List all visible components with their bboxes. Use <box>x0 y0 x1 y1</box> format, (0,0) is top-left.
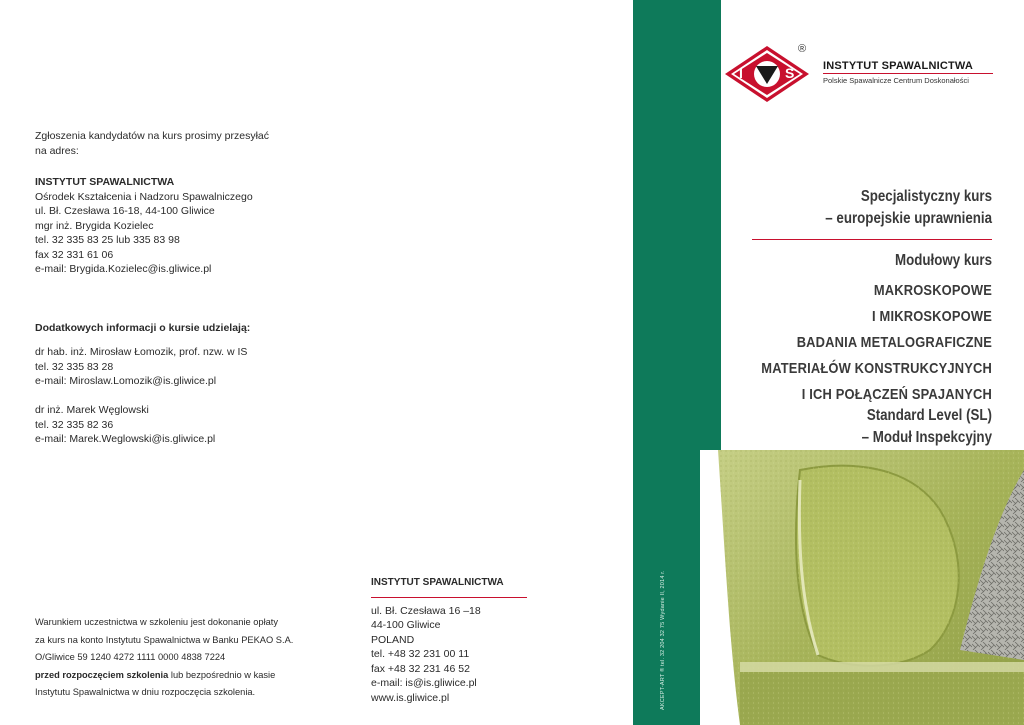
person-phone: tel. 32 335 83 28 <box>35 360 114 373</box>
payment-line: za kurs na konto Instytutu Spawalnictwa w Banku PEKAO S.A. <box>35 634 294 645</box>
payment-conditions <box>35 614 335 702</box>
info-person-lomozik <box>35 345 335 389</box>
application-intro <box>35 129 335 158</box>
footer-email-link[interactable]: e-mail: is@is.gliwice.pl <box>371 677 477 689</box>
subtitle-line-2: – europejskie uprawnienia <box>825 210 992 227</box>
micrograph-illustration <box>700 450 1024 725</box>
contact-email-link[interactable]: e-mail: Brygida.Kozielec@is.gliwice.pl <box>35 263 212 275</box>
footer-line: tel. +48 32 231 00 11 <box>371 648 470 660</box>
footer-divider <box>371 597 527 598</box>
footer-line: ul. Bł. Czesława 16 –18 <box>371 604 481 617</box>
payment-line <box>35 667 335 685</box>
topic-line: MAKROSKOPOWE <box>873 282 992 299</box>
person-name: dr hab. inż. Mirosław Łomozik, prof. nzw. w IS <box>35 346 248 358</box>
logo-name: INSTYTUT SPAWALNICTWA <box>823 60 974 72</box>
person-email-link[interactable]: e-mail: Miroslaw.Lomozik@is.gliwice.pl <box>35 375 217 387</box>
org-name: INSTYTUT SPAWALNICTWA <box>35 176 175 188</box>
footer-website-link[interactable]: www.is.gliwice.pl <box>371 691 450 704</box>
topic-line: I ICH POŁĄCZEŃ SPAJANYCH <box>801 386 992 403</box>
person-phone: tel. 32 335 82 36 <box>35 418 114 431</box>
bank-account: O/Gliwice 59 1240 4272 1111 0000 4838 7224 <box>35 652 226 662</box>
intro-line: na adres: <box>35 144 79 157</box>
payment-deadline: przed rozpoczęciem szkolenia <box>35 669 169 680</box>
footer-lines <box>371 604 527 706</box>
logo-letter-s: S <box>785 65 795 81</box>
contact-line: tel. 32 335 83 25 lub 335 83 98 <box>35 234 180 246</box>
contact-line: Ośrodek Kształcenia i Nadzoru Spawalniczego <box>35 190 253 203</box>
contact-address <box>35 175 335 277</box>
person-name: dr inż. Marek Węglowski <box>35 404 149 416</box>
contact-line: mgr inż. Brygida Kozielec <box>35 219 154 232</box>
intro-line: Zgłoszenia kandydatów na kurs prosimy przesyłać <box>35 130 270 142</box>
logo-divider <box>823 73 993 74</box>
course-subtitle <box>692 186 992 230</box>
footer-line: fax +48 32 231 46 52 <box>371 662 470 675</box>
payment-line: Warunkiem uczestnictwa w szkoleniu jest dokonanie opłaty <box>35 617 279 627</box>
modular-course-label: Modułowy kurs <box>894 252 992 269</box>
level-line-1: Standard Level (SL) <box>866 407 992 424</box>
title-divider <box>752 239 992 240</box>
print-imprint: AKCEPT-ART ® tel. 32 204 32 75 Wydanie II, 2014 r. <box>660 570 666 710</box>
payment-line: Instytutu Spawalnictwa w dniu rozpoczęcia szkolenia. <box>35 687 256 697</box>
registered-mark: ® <box>798 43 807 55</box>
info-person-weglowski <box>35 403 335 447</box>
course-level <box>692 405 992 449</box>
logo-tagline: Polskie Spawalnicze Centrum Doskonałości <box>823 76 969 85</box>
course-topic <box>672 278 992 408</box>
topic-line: BADANIA METALOGRAFICZNE <box>796 334 992 351</box>
topic-line: MATERIAŁÓW KONSTRUKCYJNYCH <box>761 360 992 377</box>
logo-letter-i: I <box>739 65 743 81</box>
person-email-link[interactable]: e-mail: Marek.Weglowski@is.gliwice.pl <box>35 433 216 445</box>
topic-line: I MIKROSKOPOWE <box>872 308 992 325</box>
contact-line: ul. Bł. Czesława 16-18, 44-100 Gliwice <box>35 205 215 217</box>
footer-title: INSTYTUT SPAWALNICTWA <box>371 577 504 588</box>
payment-alt: lub bezpośrednio w kasie <box>168 669 276 680</box>
footer-line: POLAND <box>371 633 415 646</box>
subtitle-line-1: Specjalistyczny kurs <box>860 188 992 205</box>
weld-micrograph-image <box>700 450 1024 725</box>
footer-address <box>371 576 527 705</box>
footer-line: 44-100 Gliwice <box>371 619 441 631</box>
info-heading: Dodatkowych informacji o kursie udzielają: <box>35 322 251 334</box>
contact-line: fax 32 331 61 06 <box>35 248 114 261</box>
level-line-2: – Moduł Inspekcyjny <box>861 429 992 446</box>
